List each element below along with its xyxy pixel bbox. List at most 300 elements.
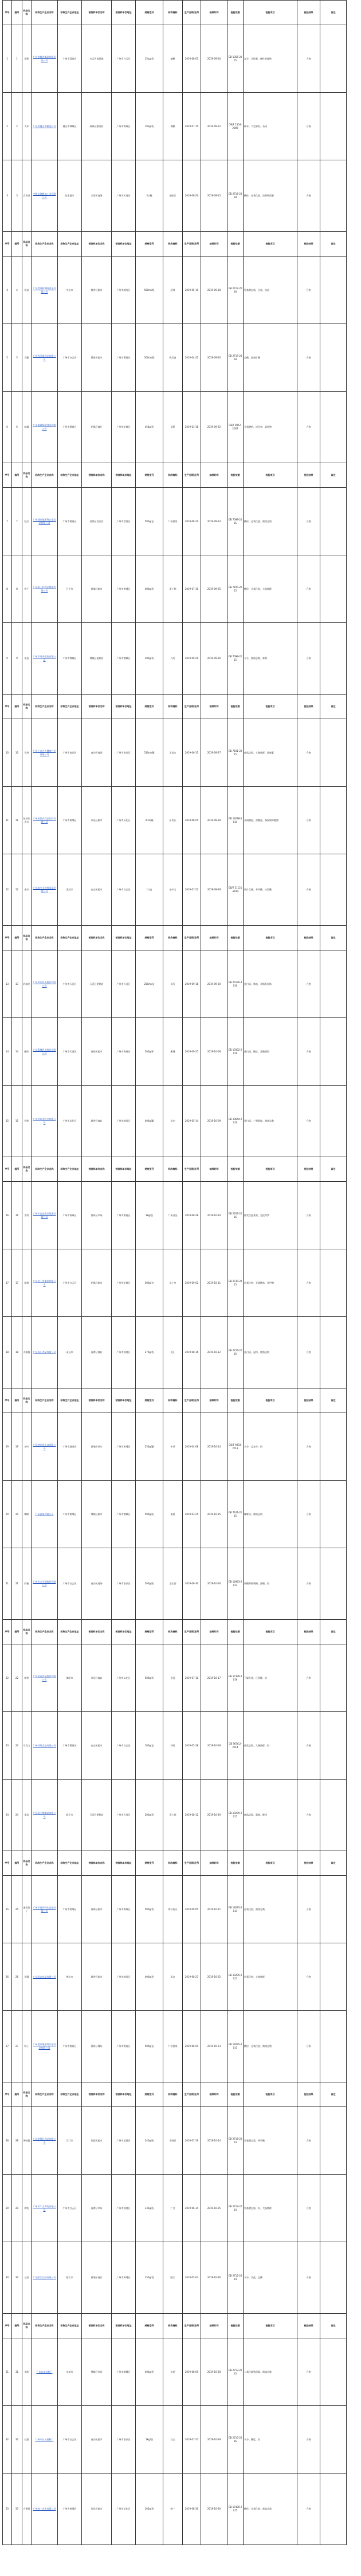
table-cell: 东莞市 <box>58 2338 82 2406</box>
table-cell: 2019-09-05 <box>183 1876 201 1943</box>
table-cell: 30 <box>3 2242 12 2314</box>
table-cell: 广州王老吉大健康产业有限公司 <box>32 719 58 787</box>
table-cell: 500g/袋 <box>136 1876 163 1943</box>
table-cell: 花都区超市 <box>82 2107 112 2175</box>
table-cell: GB 19298-2014 <box>227 787 244 854</box>
table-cell: 广州市天河区 <box>112 160 136 232</box>
table-cell: GB 7101-2015 <box>227 1481 244 1548</box>
table-cell: 广州酒家集团利口福食品有限公司 <box>32 488 58 555</box>
column-header: 序号 <box>3 463 12 488</box>
table-cell: 250g/袋 <box>136 2242 163 2314</box>
table-cell: 雀巢 <box>163 1481 183 1548</box>
table-cell: 二氧化硫残留量、菌落总数 <box>244 2338 297 2406</box>
column-header: 备注 <box>320 1388 347 1413</box>
table-cell: 2019-05-14 <box>183 1086 201 1157</box>
table-cell: 2019-10-17 <box>201 1644 227 1712</box>
table-cell: 17 <box>3 1249 12 1317</box>
column-header: 样品名称 <box>22 2314 32 2338</box>
table-cell: 荔湾区商店 <box>82 1317 112 1388</box>
table-cell: 广州市海珠区 <box>112 93 136 160</box>
table-row <box>3 2242 347 2314</box>
table-cell: 2019-10-10 <box>201 1182 227 1249</box>
table-cell: 29 <box>12 2175 22 2242</box>
table-cell: 清远市 <box>58 1317 82 1388</box>
table-cell: 22 <box>12 1644 22 1712</box>
column-header: 抽样时间 <box>201 1851 227 1876</box>
table-cell: GB 2712-2014 <box>227 2175 244 2242</box>
table-cell: 合格 <box>297 1876 320 1943</box>
table-cell: 2019-09-22 <box>201 392 227 463</box>
table-cell: 过氧化值、菌落总数 <box>244 1876 297 1943</box>
table-cell <box>320 257 347 324</box>
table-cell: 2019-10-19 <box>201 1780 227 1851</box>
column-header: 被抽样单位名称 <box>82 1388 112 1413</box>
table-cell: 2019-09-26 <box>201 623 227 695</box>
table-cell: 16 <box>12 1182 22 1249</box>
table-cell <box>320 25 347 93</box>
column-header: 检验结果 <box>297 1620 320 1644</box>
column-header: 标称生产企业名称 <box>32 1620 58 1644</box>
table-cell: 29 <box>3 2175 12 2242</box>
column-header: 生产日期/批号 <box>183 695 201 719</box>
table-cell: 氨基酸态氮、苯甲酸 <box>244 2107 297 2175</box>
column-header: 标称生产企业地址 <box>58 2314 82 2338</box>
column-header: 备注 <box>320 1 347 25</box>
table-cell: 2019-09-10 <box>201 25 227 93</box>
table-cell: 250g/罐 <box>136 1413 163 1481</box>
table-cell: 7 <box>3 488 12 555</box>
table-cell: 果汁含量、苯甲酸、山梨酸 <box>244 854 297 926</box>
table-cell: 14 <box>12 1018 22 1086</box>
column-header: 生产日期/批号 <box>183 1 201 25</box>
table-cell: 2019-09-20 <box>183 623 201 695</box>
table-cell: 广东嘉士利食品集团有限公司 <box>32 555 58 623</box>
column-header: 抽样时间 <box>201 2082 227 2107</box>
column-header: 标称生产企业地址 <box>58 1620 82 1644</box>
table-cell: 18 <box>12 1317 22 1388</box>
table-cell: 广州市丹麦面包有限公司 <box>32 623 58 695</box>
table-cell: 31 <box>3 2338 12 2406</box>
table-cell: 2019-07-22 <box>183 854 201 926</box>
table-cell: 广东省佛山市粮油公司 <box>32 93 58 160</box>
column-header: 检验结果 <box>297 695 320 719</box>
table-cell: 广州市黄埔区 <box>112 555 136 623</box>
table-cell: 1 <box>12 25 22 93</box>
table-cell: 1kg/袋 <box>136 2406 163 2474</box>
table-cell: 1kg/袋 <box>136 1182 163 1249</box>
column-header: 备注 <box>320 1851 347 1876</box>
table-cell: 天河区便利店 <box>82 1780 112 1851</box>
table-row <box>3 787 347 854</box>
table-row <box>3 1644 347 1712</box>
table-cell: 16 <box>3 1182 12 1249</box>
table-cell: 李锦记 <box>163 2107 183 2175</box>
column-header: 序号 <box>3 1 12 25</box>
table-cell: 广州市从化区 <box>112 787 136 854</box>
table-cell: 氨基酸态氮、铅、大肠菌群 <box>244 2175 297 2242</box>
column-header: 编号 <box>12 1388 22 1413</box>
table-cell <box>320 719 347 787</box>
column-header: 编号 <box>12 926 22 950</box>
table-row <box>3 1317 347 1388</box>
column-header: 标称生产企业名称 <box>32 232 58 257</box>
table-cell: 广州致美斋食品有限公司 <box>32 324 58 392</box>
column-header: 检验项目 <box>244 926 297 950</box>
table-cell: 江门市 <box>58 2107 82 2175</box>
table-cell: 3 <box>12 160 22 232</box>
table-cell: 广州市天河区 <box>58 1018 82 1086</box>
column-header: 生产日期/批号 <box>183 2082 201 2107</box>
table-cell: 8 <box>3 555 12 623</box>
table-cell: 广东燕塘乳业股份有限公司 <box>32 1018 58 1086</box>
table-cell: 面粉 <box>22 25 32 93</box>
table-cell: 氨基酸态氮、全氮、铵盐 <box>244 257 297 324</box>
table-cell: 广州市南沙区 <box>112 1548 136 1620</box>
table-cell: 2019-08-23 <box>183 1943 201 2011</box>
table-cell: 1 <box>3 25 12 93</box>
table-cell: 广州好时食品有限公司 <box>32 1712 58 1780</box>
table-cell: 过氧化值、大肠菌群 <box>244 1943 297 2011</box>
table-cell: 屈臣氏 <box>163 787 183 854</box>
column-header: 样品名称 <box>22 1851 32 1876</box>
table-cell: 2019-07-19 <box>183 2107 201 2175</box>
table-cell: 广东李锦记食品有限公司 <box>32 2107 58 2175</box>
column-header: 生产日期/批号 <box>183 1851 201 1876</box>
table-cell: 广州酒家集团利口福食品有限公司 <box>32 2011 58 2082</box>
table-cell: 福临门 <box>163 160 183 232</box>
column-header: 备注 <box>320 1620 347 1644</box>
table-cell: 33 <box>12 2474 22 2545</box>
column-header: 生产日期/批号 <box>183 1157 201 1182</box>
column-header: 规格型号 <box>136 2314 163 2338</box>
table-cell: 酸价、过氧化值、菌落总数 <box>244 2474 297 2545</box>
column-header: 样品名称 <box>22 695 32 719</box>
table-cell: 5 <box>3 324 12 392</box>
table-cell: 2019-10-24 <box>201 2107 227 2175</box>
table-cell: 中茶 <box>163 1413 183 1481</box>
table-cell: 500ml/瓶 <box>136 257 163 324</box>
table-cell: 2019-07-27 <box>183 2406 201 2474</box>
table-cell: 增城区便利店 <box>82 623 112 695</box>
table-cell: 合格 <box>297 1413 320 1481</box>
table-row <box>3 2474 347 2545</box>
table-cell: 2019-10-22 <box>201 1943 227 2011</box>
table-cell: 合格 <box>297 2011 320 2082</box>
table-row <box>3 1413 347 1481</box>
table-cell: 2 <box>12 93 22 160</box>
table-cell <box>320 1086 347 1157</box>
column-header: 检验项目 <box>244 1851 297 1876</box>
column-header: 检验依据 <box>227 1851 244 1876</box>
table-cell: 合格 <box>297 623 320 695</box>
column-header: 标称商标 <box>163 1620 183 1644</box>
table-cell <box>320 2175 347 2242</box>
table-cell: GB 2713-2015 <box>227 2338 244 2406</box>
table-cell: 14 <box>3 1018 12 1086</box>
column-header: 序号 <box>3 1157 12 1182</box>
table-cell: 冻肉 <box>22 1182 32 1249</box>
column-header: 检验项目 <box>244 2314 297 2338</box>
table-cell: 合格 <box>297 555 320 623</box>
table-cell: 好时 <box>163 1712 183 1780</box>
inspection-table <box>2 0 347 2545</box>
table-row <box>3 719 347 787</box>
table-cell: 合格 <box>297 1018 320 1086</box>
table-cell: 湾仔码头 <box>163 1876 183 1943</box>
table-cell: 揭阳市 <box>58 1644 82 1712</box>
table-cell: 2019-04-22 <box>183 324 201 392</box>
table-row <box>3 950 347 1018</box>
table-row <box>3 392 347 463</box>
table-cell: 广州市番禺区 <box>58 1712 82 1780</box>
table-cell: 15 <box>12 1086 22 1157</box>
table-cell: 27 <box>12 2011 22 2082</box>
table-cell <box>320 1876 347 1943</box>
table-cell: 2019-09-15 <box>201 160 227 232</box>
table-cell: 32 <box>3 2406 12 2474</box>
table-cell: 11 <box>3 787 12 854</box>
table-cell: 10 <box>12 719 22 787</box>
table-cell: 广州酒家 <box>163 2011 183 2082</box>
table-cell: 25 <box>12 1876 22 1943</box>
table-cell: 广州市粮食集团有限责任公司 <box>32 25 58 93</box>
table-cell: 200g/袋 <box>136 623 163 695</box>
column-header: 标称生产企业地址 <box>58 1388 82 1413</box>
table-cell: 合格 <box>297 950 320 1018</box>
table-cell: 270g/袋 <box>136 1317 163 1388</box>
table-cell: 天河区便利店 <box>82 950 112 1018</box>
table-cell: 厨邦 <box>163 257 183 324</box>
table-cell: 黄埔区茶庄 <box>82 1413 112 1481</box>
column-header: 被抽样单位地址 <box>112 463 136 488</box>
table-cell: 花都区超市 <box>82 1249 112 1317</box>
table-cell: 500g/瓶 <box>136 1481 163 1548</box>
column-header: 生产日期/批号 <box>183 232 201 257</box>
column-header: 备注 <box>320 2082 347 2107</box>
table-row <box>3 25 347 93</box>
table-cell: 广州市食品企业集团有限公司 <box>32 1182 58 1249</box>
table-cell: 广州市从化区 <box>58 1086 82 1157</box>
column-header: 标称生产企业地址 <box>58 926 82 950</box>
table-cell: 广州市海珠区 <box>112 1876 136 1943</box>
table-cell: 4 <box>12 257 22 324</box>
table-cell: 咖啡 <box>22 1481 32 1548</box>
table-cell: 越秀区超市 <box>82 257 112 324</box>
table-cell: GB 7099-2015 <box>227 623 244 695</box>
table-cell: 味精 <box>22 392 32 463</box>
column-header: 标称生产企业名称 <box>32 1 58 25</box>
table-cell: 250ml/盒 <box>136 950 163 1018</box>
table-cell: GB 2718-2014 <box>227 2107 244 2175</box>
table-cell: 广州市越秀区 <box>112 257 136 324</box>
table-cell: 15 <box>3 1086 12 1157</box>
table-cell: 南沙区商场 <box>82 719 112 787</box>
table-cell: 9 <box>3 623 12 695</box>
table-cell: 越秀区商店 <box>82 1086 112 1157</box>
table-row <box>3 623 347 695</box>
table-cell: 4 <box>3 257 12 324</box>
table-cell: 合格 <box>297 488 320 555</box>
table-cell: 菌落总数、大肠菌群、甜蜜素 <box>244 719 297 787</box>
table-cell: 2019-10-16 <box>201 1548 227 1620</box>
table-cell: 致美斋 <box>163 324 183 392</box>
column-header: 标称商标 <box>163 1851 183 1876</box>
column-header: 检验依据 <box>227 1388 244 1413</box>
table-row <box>3 1481 347 1548</box>
table-cell: 中粮东海粮油工业有限公司 <box>32 160 58 232</box>
table-cell: 32 <box>12 2406 22 2474</box>
table-cell: 喜之郎 <box>163 1780 183 1851</box>
table-cell <box>320 1249 347 1317</box>
column-header: 检验项目 <box>244 1157 297 1182</box>
table-cell: 金冠 <box>163 1644 183 1712</box>
table-header-row <box>3 232 347 257</box>
table-cell: 广东加多宝饮料食品有限公司 <box>32 854 58 926</box>
table-cell: 白云区超市 <box>82 1712 112 1780</box>
table-cell: 广州食品 <box>163 1182 183 1249</box>
column-header: 编号 <box>12 232 22 257</box>
table-cell: 广州市白云面粉厂 <box>32 2406 58 2474</box>
column-header: 检验依据 <box>227 232 244 257</box>
table-cell: 20 <box>3 1481 12 1548</box>
table-cell: 2 <box>3 93 12 160</box>
column-header: 标称生产企业名称 <box>32 2082 58 2107</box>
table-cell: 水分、菌落总数、霉菌 <box>244 623 297 695</box>
table-cell: 454g/袋 <box>136 392 163 463</box>
column-header: 生产日期/批号 <box>183 926 201 950</box>
table-cell: 2019-10-14 <box>201 1413 227 1481</box>
column-header: 标称生产企业地址 <box>58 1851 82 1876</box>
column-header: 标称商标 <box>163 463 183 488</box>
column-header: 抽样时间 <box>201 1620 227 1644</box>
table-cell: 21 <box>3 1548 12 1620</box>
table-cell: 21 <box>12 1548 22 1620</box>
table-cell: 广州市东龙乳业有限公司 <box>32 1086 58 1157</box>
column-header: 序号 <box>3 2314 12 2338</box>
table-cell <box>320 555 347 623</box>
table-cell: 合格 <box>297 787 320 854</box>
column-header: 备注 <box>320 232 347 257</box>
table-cell: 糕点 <box>22 488 32 555</box>
table-cell: 26 <box>12 1943 22 2011</box>
table-cell: GB 19299-2015 <box>227 1780 244 1851</box>
column-header: 检验项目 <box>244 2082 297 2107</box>
column-header: 规格型号 <box>136 1620 163 1644</box>
table-cell: 2019-09-25 <box>201 555 227 623</box>
column-header: 被抽样单位名称 <box>82 1157 112 1182</box>
table-cell: 广州市从化区 <box>112 2474 136 2545</box>
table-cell: 12 <box>12 854 22 926</box>
column-header: 编号 <box>12 1851 22 1876</box>
table-cell: 蛋白质、脂肪、非脂乳固体 <box>244 950 297 1018</box>
column-header: 检验结果 <box>297 2082 320 2107</box>
table-cell: 广州市白云区 <box>58 2406 82 2474</box>
table-cell: 2019-05-10 <box>183 257 201 324</box>
table-cell: 灰分、含砂量、磁性金属物 <box>244 25 297 93</box>
table-cell <box>320 1182 347 1249</box>
column-header: 样品名称 <box>22 1388 32 1413</box>
table-cell: 东龙 <box>163 1086 183 1157</box>
table-cell: 海珠区超市 <box>82 1876 112 1943</box>
table-cell <box>320 1413 347 1481</box>
table-cell: 500g/包 <box>136 1249 163 1317</box>
column-header: 备注 <box>320 463 347 488</box>
column-header: 被抽样单位地址 <box>112 1157 136 1182</box>
table-header-row <box>3 1388 347 1413</box>
table-cell: 广州市南沙区 <box>112 719 136 787</box>
table-cell: 方便面 <box>22 2474 32 2545</box>
column-header: 被抽样单位地址 <box>112 695 136 719</box>
table-cell: 240g/瓶 <box>136 2107 163 2175</box>
table-cell: 合格 <box>297 1548 320 1620</box>
table-cell: 大米 <box>22 93 32 160</box>
table-cell: 28 <box>12 2107 22 2175</box>
table-cell: 广东喜之郎集团有限公司 <box>32 1780 58 1851</box>
column-header: 检验项目 <box>244 1 297 25</box>
table-cell: 蜂蜜 <box>22 1548 32 1620</box>
table-cell: 广州市花都区 <box>112 1249 136 1317</box>
column-header: 样品名称 <box>22 463 32 488</box>
table-cell: 蛋白质、酸度、乳酸菌数 <box>244 1018 297 1086</box>
table-row <box>3 1018 347 1086</box>
table-cell: 合格 <box>297 2406 320 2474</box>
table-cell: 包装饮用水 <box>22 787 32 854</box>
table-cell: 合格 <box>297 1943 320 2011</box>
table-cell: 广合 <box>163 2175 183 2242</box>
table-cell: 黄埔区超市 <box>82 555 112 623</box>
table-cell: 5L/桶 <box>136 160 163 232</box>
table-cell: 白云区超市 <box>82 854 112 926</box>
table-row <box>3 2406 347 2474</box>
table-cell: GB 19295-2011 <box>227 1876 244 1943</box>
column-header: 标称商标 <box>163 232 183 257</box>
column-header: 编号 <box>12 1620 22 1644</box>
table-cell: 4.5L/桶 <box>136 787 163 854</box>
table-cell: 总酸、游离矿酸 <box>244 324 297 392</box>
table-cell: 食用油 <box>22 160 32 232</box>
table-cell: 12 <box>3 854 12 926</box>
table-cell: 菌落总数、霉菌、酵母 <box>244 1780 297 1851</box>
table-cell: 嘉士利 <box>163 555 183 623</box>
table-cell <box>320 2338 347 2406</box>
table-cell: 广州屈臣氏食品饮料有限公司 <box>32 787 58 854</box>
table-cell <box>320 324 347 392</box>
table-cell: 8 <box>12 555 22 623</box>
table-cell: 白云区商贸城 <box>82 25 112 93</box>
table-cell: 张家港市 <box>58 160 82 232</box>
table-cell: 200g/袋 <box>136 1780 163 1851</box>
table-cell: GB 2719-2018 <box>227 324 244 392</box>
table-cell <box>320 2406 347 2474</box>
table-cell: 饮料 <box>22 719 32 787</box>
table-row <box>3 2011 347 2082</box>
table-cell: GB 2726-2016 <box>227 1317 244 1388</box>
table-cell: 广东茶叶进出口有限公司 <box>32 1413 58 1481</box>
column-header: 检验结果 <box>297 232 320 257</box>
table-cell: 调味酱 <box>22 2107 32 2175</box>
column-header: 标称商标 <box>163 1 183 25</box>
table-cell: 500g/瓶 <box>136 1548 163 1620</box>
column-header: 抽样时间 <box>201 926 227 950</box>
table-cell: 水分、食盐、总酸 <box>244 2242 297 2314</box>
table-cell: GB 2707-2016 <box>227 1182 244 1249</box>
table-cell: 清远市 <box>58 854 82 926</box>
table-cell: 亚硝酸盐、溴酸盐、铜绿假单胞菌 <box>244 787 297 854</box>
table-cell: 从化区超市 <box>82 2474 112 2545</box>
table-row <box>3 1943 347 2011</box>
table-cell <box>320 623 347 695</box>
table-cell: 广州市海珠区 <box>112 1018 136 1086</box>
